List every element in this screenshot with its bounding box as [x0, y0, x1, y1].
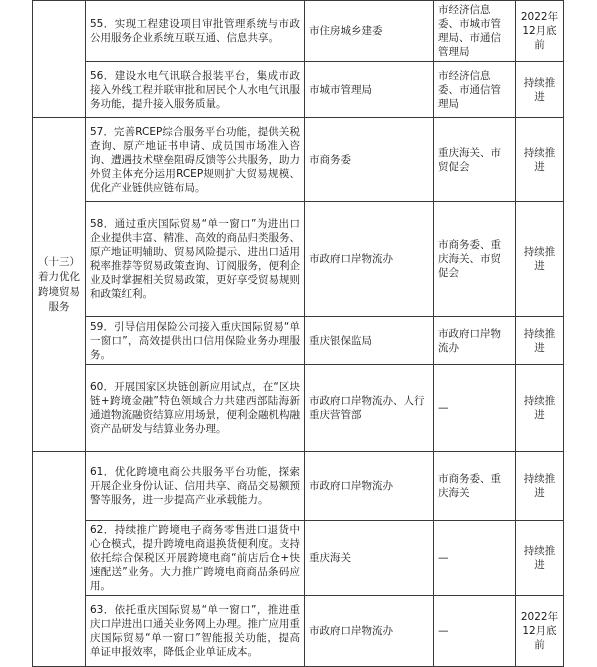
cooperating-unit-cell: —: [434, 521, 516, 596]
lead-unit-cell: 市城市管理局: [305, 62, 434, 118]
deadline-cell: 2022年12月底前: [516, 596, 564, 667]
cooperating-unit-cell: —: [434, 596, 516, 667]
table-row: [33, 1, 564, 62]
lead-unit-cell: 重庆海关: [305, 521, 434, 596]
lead-unit-cell: 重庆银保监局: [305, 317, 434, 365]
task-cell: 58．通过重庆国际贸易“单一窗口”为进出口企业提供丰富、精准、高效的商品归类服务、原产地证明辅助、贸易风险提示、进出口适用税率推荐等贸易政策查询、订阅服务，便利企业及时掌握相关贸易政策，更好享受贸易规则和政策红利。: [86, 202, 305, 317]
lead-unit-cell: 市政府口岸物流办: [305, 596, 434, 667]
cooperating-unit-cell: 重庆海关、市贸促会: [434, 118, 516, 202]
cooperating-unit-cell: —: [434, 365, 516, 452]
table-row: [33, 62, 564, 118]
policy-table: [32, 0, 564, 667]
table-row: [33, 317, 564, 365]
task-cell: 63．依托重庆国际贸易“单一窗口”，推进重庆口岸进出口通关业务网上办理。推广应用重庆国际贸易“单一窗口”智能报关功能，提高单证申报效率，降低企业单证成本。: [86, 596, 305, 667]
task-cell: 62．持续推广跨境电子商务零售进口退货中心仓模式，提升跨境电商退换货便利度。支持依托综合保税区开展跨境电商“前店后仓+快速配送”业务。大力推广跨境电商商品条码应用。: [86, 521, 305, 596]
task-cell: 60．开展国家区块链创新应用试点，在“区块链+跨境金融”特色领域合力共建西部陆海新通道物流融资结算应用场景，便利金融机构融资产品研发与结算业务办理。: [86, 365, 305, 452]
task-cell: 56．建设水电气讯联合报装平台，集成市政接入外线工程并联审批和居民个人水电气讯服务功能，提升接入服务质量。: [86, 62, 305, 118]
table-row: [33, 365, 564, 452]
lead-unit-cell: 市政府口岸物流办: [305, 202, 434, 317]
task-cell: 57．完善RCEP综合服务平台功能，提供关税查询、原产地证书申请、成员国市场准入咨询、遭遇技术壁垒阻碍反馈等公共服务，助力外贸主体充分运用RCEP规则扩大贸易规模、优化产业链供应链布局。: [86, 118, 305, 202]
category-cell: [33, 1, 86, 118]
deadline-cell: 持续推进: [516, 202, 564, 317]
lead-unit-cell: 市住房城乡建委: [305, 1, 434, 62]
task-cell: 61．优化跨境电商公共服务平台功能，探索开展企业身份认证、信用共享、商品交易额预警等服务，进一步提高产业承载能力。: [86, 452, 305, 521]
deadline-cell: 持续推进: [516, 118, 564, 202]
cooperating-unit-cell: 市商务委、重庆海关: [434, 452, 516, 521]
lead-unit-cell: 市政府口岸物流办、人行重庆营管部: [305, 365, 434, 452]
deadline-cell: 持续推进: [516, 365, 564, 452]
deadline-cell: 持续推进: [516, 521, 564, 596]
deadline-cell: 持续推进: [516, 317, 564, 365]
table-row: [33, 202, 564, 317]
lead-unit-cell: 市商务委: [305, 118, 434, 202]
lead-unit-cell: 市政府口岸物流办: [305, 452, 434, 521]
task-cell: 55．实现工程建设项目审批管理系统与市政公用服务企业系统互联互通、信息共享。: [86, 1, 305, 62]
cooperating-unit-cell: 市经济信息委、市通信管理局: [434, 62, 516, 118]
deadline-cell: 持续推进: [516, 62, 564, 118]
table-row: [33, 521, 564, 596]
table-row: [33, 452, 564, 521]
table-row: [33, 596, 564, 667]
cooperating-unit-cell: 市商务委、重庆海关、市贸促会: [434, 202, 516, 317]
deadline-cell: 2022年12月底前: [516, 1, 564, 62]
cooperating-unit-cell: 市政府口岸物流办: [434, 317, 516, 365]
category-cell: （十三）着力优化跨境贸易服务: [33, 118, 86, 452]
task-cell: 59．引导信用保险公司接入重庆国际贸易“单一窗口”，高效提供出口信用保险业务办理服务。: [86, 317, 305, 365]
cooperating-unit-cell: 市经济信息委、市城市管理局、市通信管理局: [434, 1, 516, 62]
deadline-cell: 持续推进: [516, 452, 564, 521]
category-cell: [33, 452, 86, 667]
table-row: [33, 118, 564, 202]
